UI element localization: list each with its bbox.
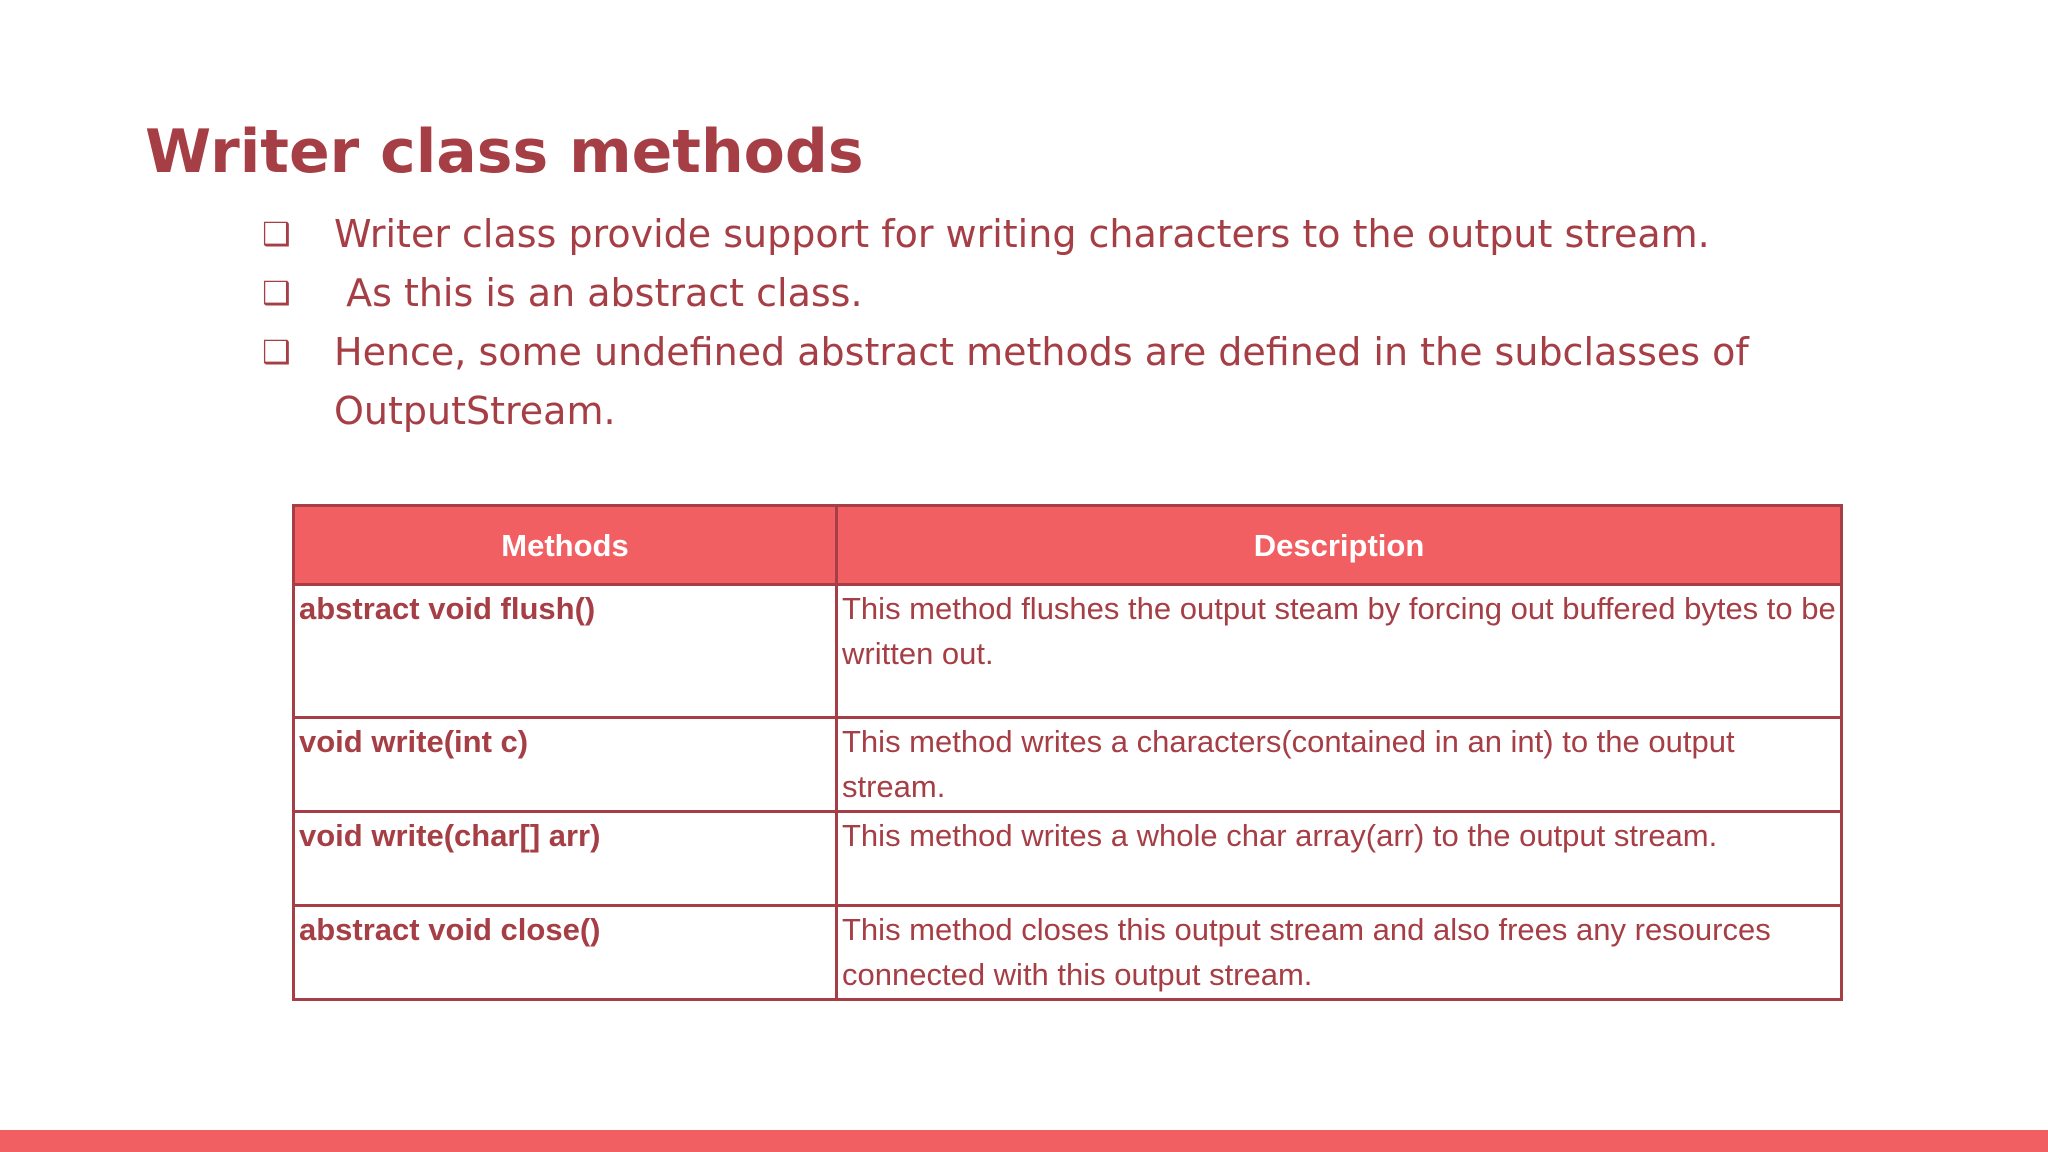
- column-header-description: Description: [837, 506, 1842, 585]
- checkbox-square-icon: ❑: [262, 274, 291, 312]
- bullet-text: As this is an abstract class.: [334, 271, 863, 315]
- checkbox-square-icon: ❑: [262, 333, 291, 371]
- method-cell: void write(int c): [294, 718, 837, 812]
- bullet-list: [262, 205, 1822, 441]
- methods-table: [292, 504, 1843, 1001]
- description-cell: This method writes a characters(contained in an int) to the output stream.: [837, 718, 1842, 812]
- table-row: [294, 585, 1842, 718]
- method-cell: abstract void close(): [294, 906, 837, 1000]
- bullet-item: [262, 205, 1822, 264]
- column-header-methods: Methods: [294, 506, 837, 585]
- method-cell: abstract void flush(): [294, 585, 837, 718]
- checkbox-square-icon: ❑: [262, 215, 291, 253]
- description-cell: This method writes a whole char array(arr) to the output stream.: [837, 812, 1842, 906]
- description-cell: This method closes this output stream and also frees any resources connected with this output stream.: [837, 906, 1842, 1000]
- table-row: [294, 812, 1842, 906]
- bullet-item: [262, 323, 1822, 441]
- bullet-item: [262, 264, 1822, 323]
- description-cell: This method flushes the output steam by forcing out buffered bytes to be written out.: [837, 585, 1842, 718]
- bullet-text: Hence, some undefined abstract methods are defined in the subclasses of OutputStream.: [334, 330, 1749, 433]
- table-row: [294, 906, 1842, 1000]
- bullet-text: Writer class provide support for writing characters to the output stream.: [334, 212, 1710, 256]
- slide-title: Writer class methods: [145, 117, 864, 187]
- bottom-accent-bar: [0, 1130, 2048, 1152]
- table-header-row: [294, 506, 1842, 585]
- method-cell: void write(char[] arr): [294, 812, 837, 906]
- table-row: [294, 718, 1842, 812]
